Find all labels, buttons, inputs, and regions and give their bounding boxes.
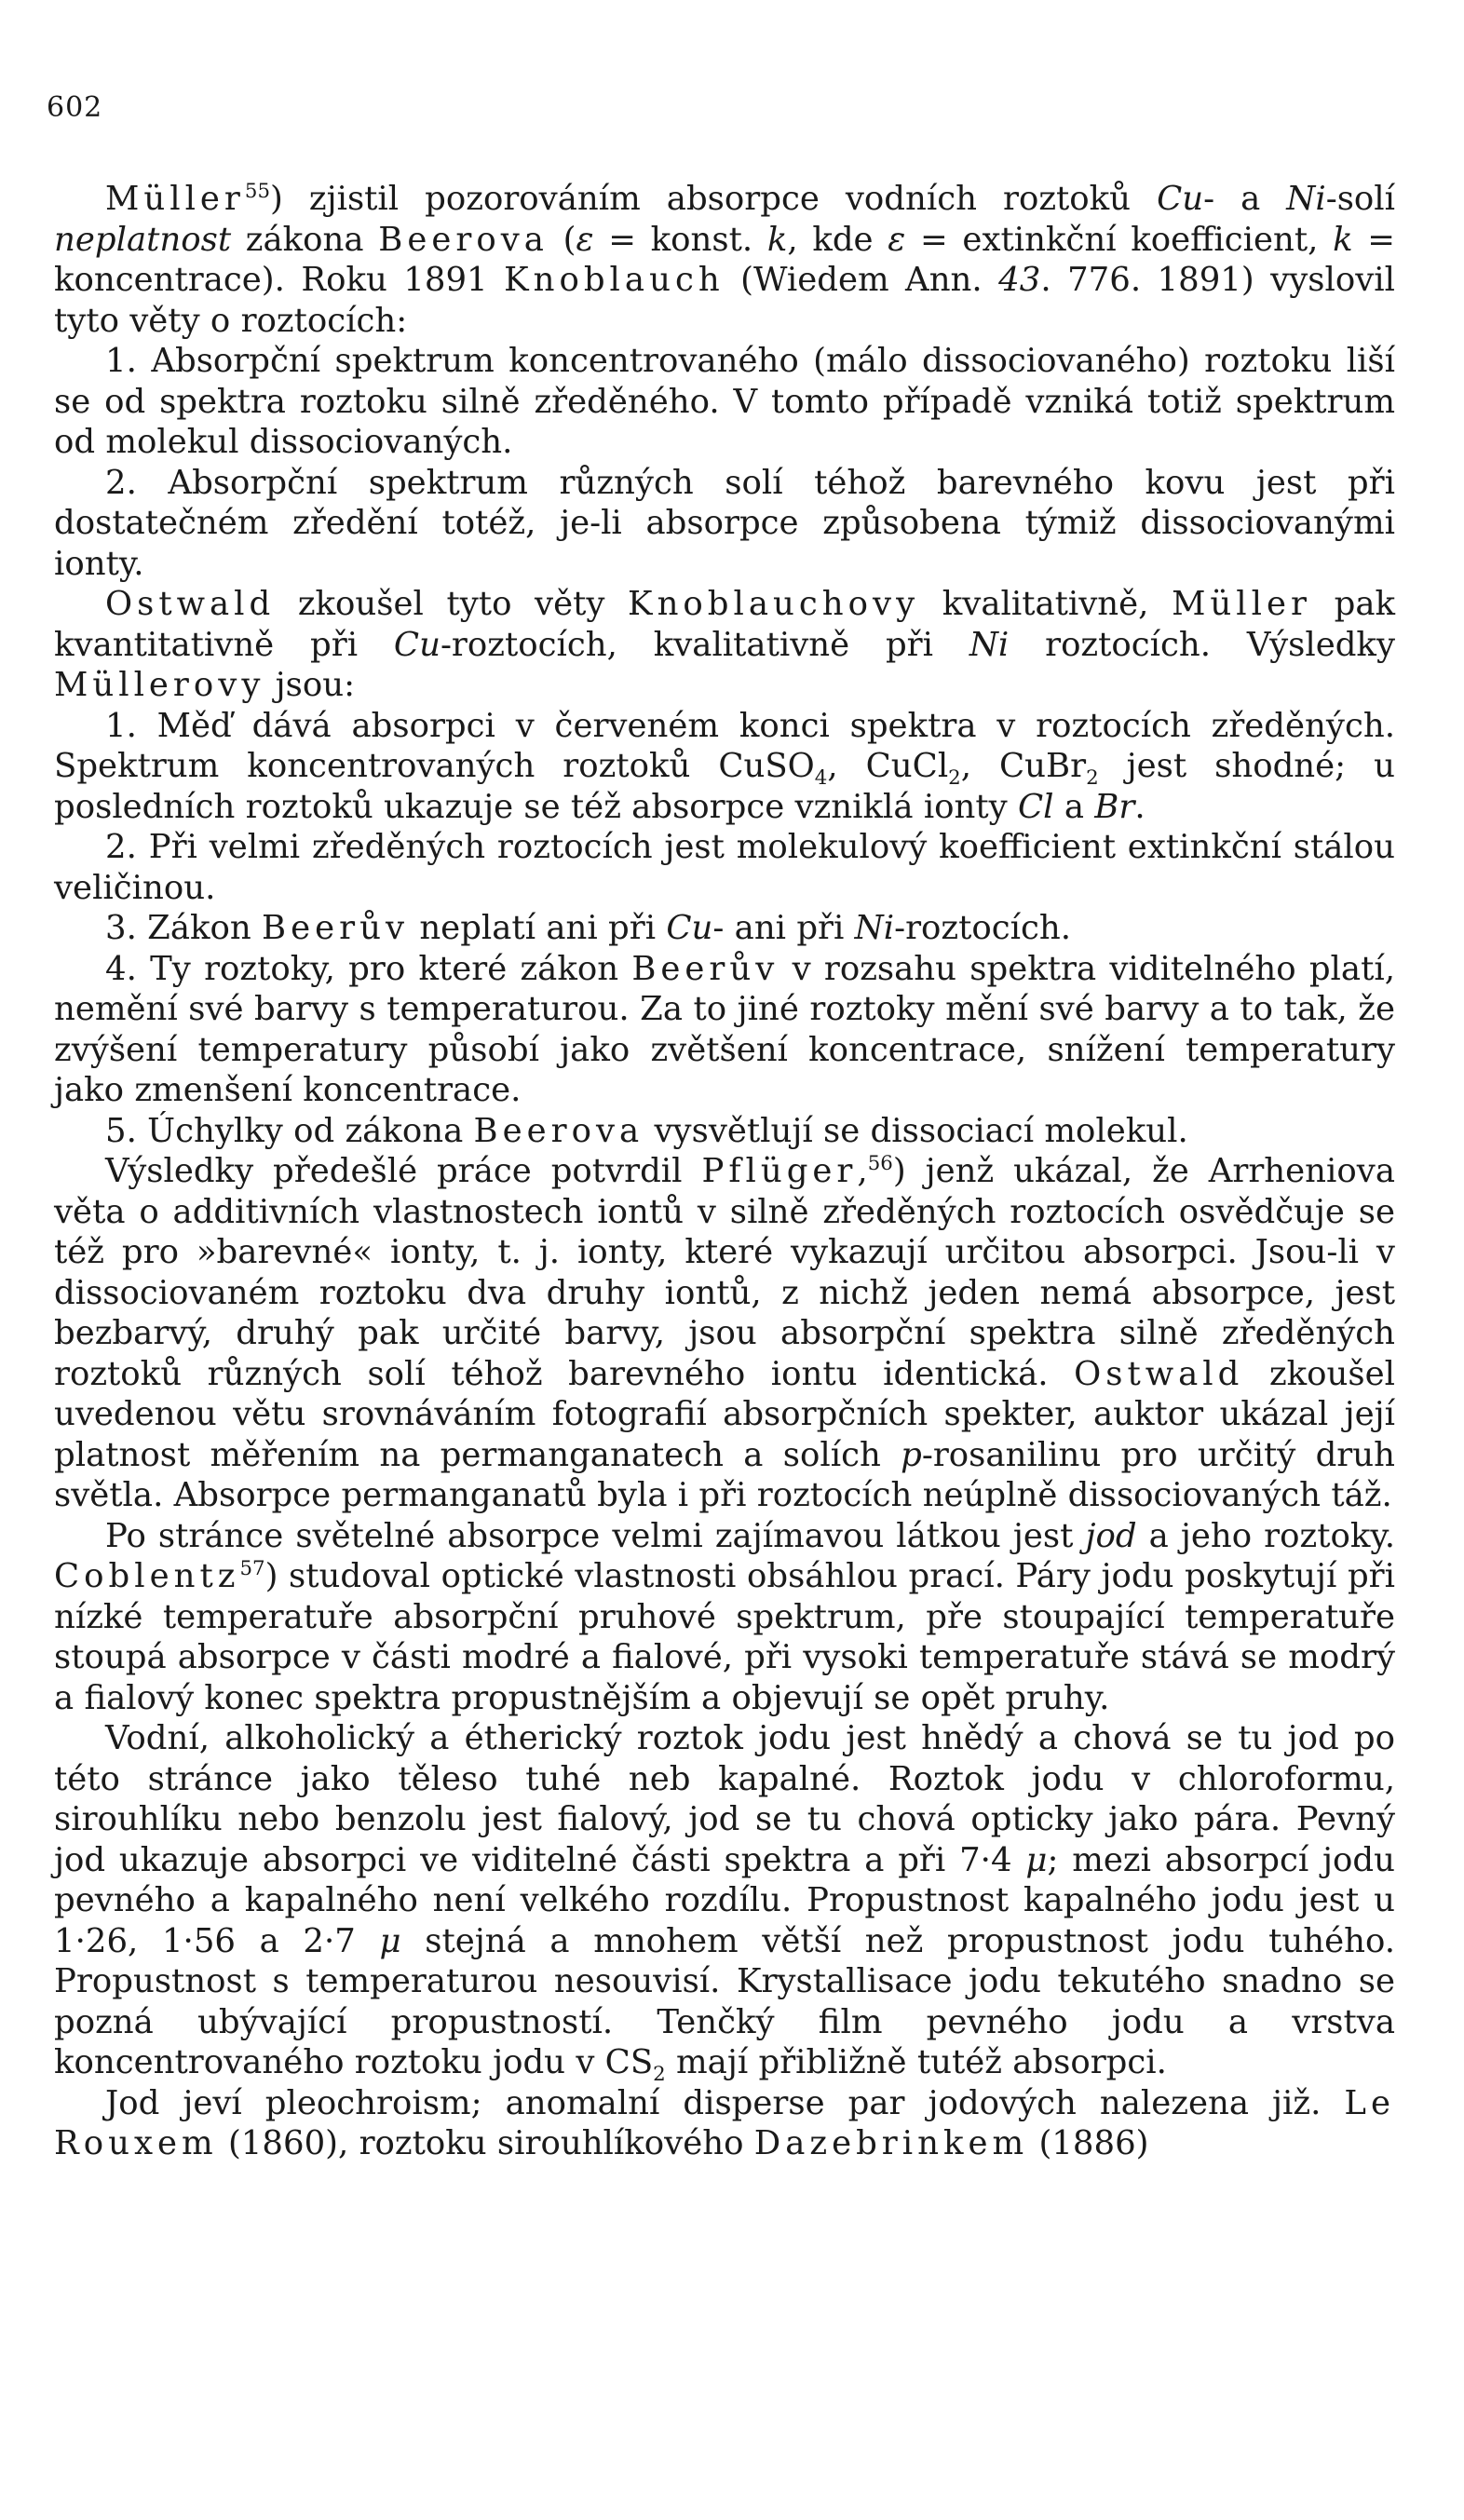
italic-term: p [901, 1435, 922, 1474]
text-run: zkoušel uvedenou větu srovnáváním fotografií absorpčních spekter, auktor ukázal její platnost měřením na permanganatech a solích [54, 1354, 1395, 1474]
text-run: , kde [787, 220, 888, 259]
author-name: Coblentz [54, 1557, 240, 1595]
italic-term: Br [1094, 787, 1135, 826]
author-name: Müllerovy [54, 666, 265, 704]
text-run: ) zjistil pozorováním absorpce vodních roztoků [270, 180, 1158, 218]
italic-term: μ [379, 1921, 401, 1960]
author-name: Beerův [262, 909, 410, 947]
paragraph [54, 584, 1395, 706]
footnote-ref: 55 [244, 180, 271, 204]
italic-term: μ [1025, 1840, 1048, 1879]
text-run: = konst. [593, 220, 767, 259]
text-run: neplatí ani při [409, 909, 667, 947]
author-name: Beerova [473, 1111, 644, 1150]
text-run: = koncentrace). Roku 1891 [54, 220, 1396, 299]
footnote-ref: 56 [867, 1152, 893, 1176]
paragraph [54, 463, 1395, 585]
author-name: Dazebrinkem [753, 2124, 1029, 2162]
text-run: 2. Při velmi zředěných roztocích jest molekulový koefficient extinkční stálou veličinou. [54, 828, 1395, 907]
author-name: Ostwald [1074, 1354, 1244, 1393]
italic-term: jod [1085, 1516, 1137, 1555]
text-run: jest shodné; u posledních roztoků ukazuje se též absorpce vzniklá ionty [54, 747, 1395, 826]
text-run: ) jenž ukázal, že Arrheniova věta o additivních vlastnostech iontů v silně zředěných roztocích osvědčuje se též pro »barevné« ionty, t. j. ionty, které vykazují určitou absorpci. Jsou-li v dissociovaném roztoku dva druhy iontů, z nichž jeden nemá absorpce, jest bezbarvý, druhý pak určité barvy, jsou absorpční spektra silně zředěných roztoků různých solí téhož barevného iontu identická. [54, 1152, 1395, 1393]
text-run: v rozsahu spektra viditelného platí, nemění své barvy s temperaturou. Za to jiné roztoky mění své barvy a to tak, že zvýšení temperatury působí jako zvětšení koncentrace, snížení temperatury jako zmenšení koncentrace. [54, 949, 1395, 1109]
text-run: 3. Zákon [105, 909, 263, 947]
text-run: . [1134, 787, 1145, 826]
subscript: 4 [814, 766, 828, 791]
text-run: (Wiedem Ann. [724, 261, 999, 299]
text-run: ) studoval optické vlastnosti obsáhlou prací. Páry jodu poskytují při nízké temperatuře absorpční pruhové spektrum, pře stoupající temperatuře stoupá absorpce v části modré a fialové, při vysoki temperatuře stává se modrý a fialový konec spektra propustnějším a objevují se opět pruhy. [54, 1557, 1395, 1717]
italic-term: neplatnost [54, 220, 232, 259]
italic-term: Cl [1018, 787, 1054, 826]
italic-term: Ni [969, 625, 1010, 664]
text-run: 2. Absorpční spektrum různých solí téhož barevného kovu jest při dostatečném zředění totéž, je-li absorpce způsobena týmiž dissociovanými ionty. [54, 463, 1395, 583]
text-run: a jeho roztoky. [1136, 1516, 1395, 1555]
text-run: (1886) [1028, 2124, 1149, 2162]
text-run: 4. Ty roztoky, pro které zákon [105, 949, 632, 988]
italic-term: k [1333, 220, 1353, 259]
text-run: a [1053, 787, 1095, 826]
paragraph [54, 908, 1395, 949]
text-run: Jod jeví pleochroism; anomalní disperse par jodových nalezena již. [105, 2083, 1345, 2122]
italic-term: Cu [666, 909, 713, 947]
text-run: zákona [231, 220, 379, 259]
text-run: , CuCl [827, 747, 949, 785]
footnote-ref: 57 [239, 1557, 265, 1581]
text-run: - a [1203, 180, 1287, 218]
text-run: zkoušel tyto věty [275, 585, 629, 623]
italic-term: 43 [998, 261, 1041, 299]
author-name: Knoblauchovy [628, 585, 920, 623]
text-run: 1. Absorpční spektrum koncentrovaného (málo dissociovaného) roztoku liší se od spektra roztoku silně zředěného. V tomto případě vzniká totiž spektrum od molekul dissociovaných. [54, 342, 1395, 461]
paragraph [54, 1111, 1395, 1152]
main-text [54, 179, 1395, 2164]
text-run: = extinkční koefficient, [905, 220, 1334, 259]
author-name: Beerův [631, 949, 779, 988]
italic-term: ε [888, 220, 906, 259]
italic-term: k [766, 220, 788, 259]
text-run: pak kvantitativně při [54, 585, 1395, 664]
text-run: Výsledky předešlé práce potvrdil [105, 1152, 702, 1190]
italic-term: Cu [393, 625, 441, 664]
paragraph [54, 1151, 1395, 1516]
italic-term: Cu [1157, 180, 1204, 218]
author-name: Ostwald [105, 585, 276, 623]
text-run: kvalitativně, [919, 585, 1173, 623]
paragraph [54, 949, 1395, 1111]
paragraph [54, 1516, 1395, 1719]
text-run: -rosanilinu pro určitý druh světla. Absorpce permanganatů byla i při roztocích neúplně dissociovaných táž. [54, 1435, 1395, 1514]
author-name: Müller [105, 180, 245, 218]
text-run: - ani při [712, 909, 855, 947]
text-run: 5. Úchylky od zákona [105, 1111, 474, 1150]
text-run: ( [548, 220, 576, 259]
text-run: ; mezi absorpcí jodu pevného a kapalného není velkého rozdílu. Propustnost kapalného jodu jest u 1·26, 1·56 a 2·7 [54, 1840, 1395, 1960]
subscript: 2 [653, 2063, 666, 2087]
text-run: stejná a mnohem větší než propustnost jodu tuhého. Propustnost s temperaturou nesouvisí. Krystallisace jodu tekutého snadno se pozná ubývající propustností. Tenčký film pevného jodu a vrstva koncentrovaného roztoku jodu v CS [54, 1921, 1395, 2081]
paragraph [54, 1718, 1395, 2087]
text-run: roztocích. Výsledky [1009, 625, 1396, 664]
author-name: Knoblauch [504, 261, 725, 299]
text-run: mají přibližně tutéž absorpci. [665, 2043, 1167, 2081]
page-number: 602 [47, 91, 103, 124]
text-run: . 776. 1891) vyslovil tyto věty o roztocích: [54, 261, 1396, 340]
text-run: 1. Měď dává absorpci v červeném konci spektra v roztocích zředěných. Spektrum koncentrovaných roztoků CuSO [54, 706, 1395, 785]
paragraph [54, 341, 1395, 463]
text-run: -solí [1325, 180, 1395, 218]
text-run: vysvětlují se dissociací molekul. [644, 1111, 1188, 1150]
text-run: -roztocích. [894, 909, 1072, 947]
subscript: 2 [948, 766, 961, 791]
subscript: 2 [1086, 766, 1099, 791]
author-name: Beerova [378, 220, 549, 259]
text-run: , CuBr [960, 747, 1087, 785]
italic-term: Ni [854, 909, 895, 947]
text-run: -roztocích, kvalitativně při [440, 625, 969, 664]
paragraph [54, 827, 1395, 908]
italic-term: Ni [1286, 180, 1326, 218]
author-name: Müller [1172, 585, 1311, 623]
text-run: jsou: [264, 666, 356, 704]
text-run: Vodní, alkoholický a étherický roztok jodu jest hnědý a chová se tu jod po této stránce jako těleso tuhé neb kapalné. Roztok jodu v chloroformu, sirouhlíku nebo benzolu jest fialový, jod se tu chová opticky jako pára. Pevný jod ukazuje absorpci ve viditelné části spektra a při 7·4 [54, 1719, 1395, 1879]
paragraph [54, 706, 1395, 828]
paragraph [54, 2083, 1395, 2164]
author-name: Le Rouxem [54, 2083, 1395, 2162]
italic-term: ε [576, 220, 594, 259]
paragraph [54, 179, 1395, 341]
text-run: Po stránce světelné absorpce velmi zajímavou látkou jest [105, 1516, 1086, 1555]
text-run: , [857, 1152, 868, 1190]
text-run: (1860), roztoku sirouhlíkového [217, 2124, 754, 2162]
author-name: Pflüger [701, 1152, 858, 1190]
